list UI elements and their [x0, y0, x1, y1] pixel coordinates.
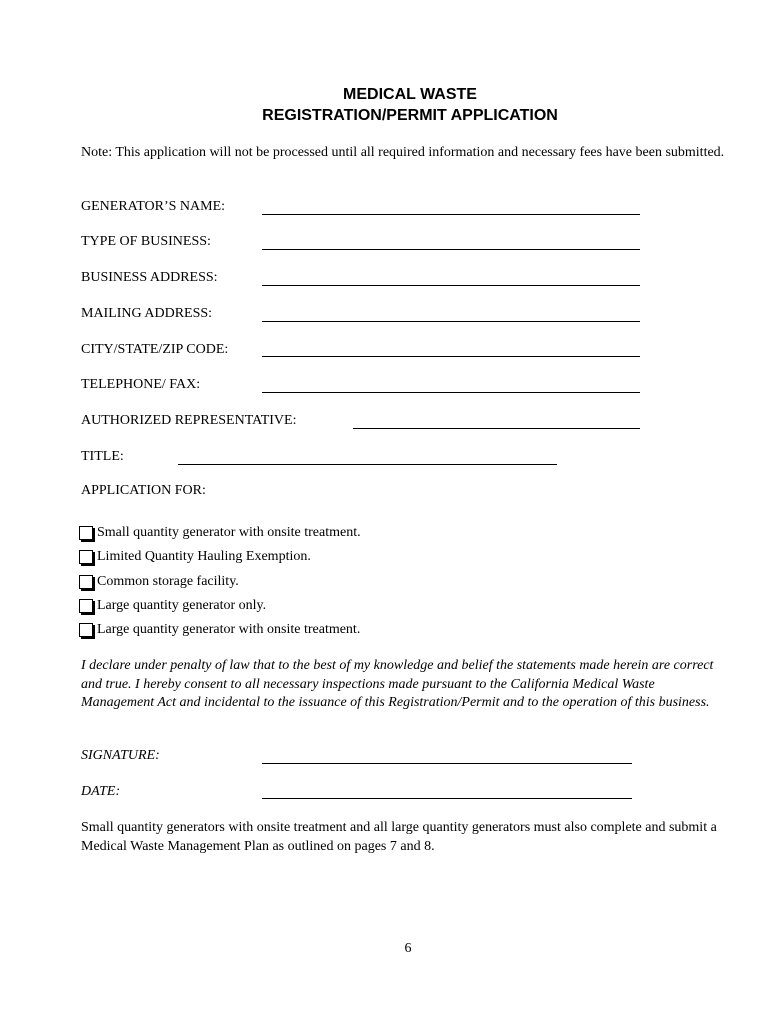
type-of-business-label: TYPE OF BUSINESS:	[81, 234, 211, 249]
form-title-line2: REGISTRATION/PERMIT APPLICATION	[262, 107, 558, 124]
form-title-line1: MEDICAL WASTE	[343, 86, 477, 103]
option-label: Large quantity generator only.	[97, 598, 267, 613]
option-label: Small quantity generator with onsite treatment.	[97, 525, 361, 540]
checkbox-icon[interactable]	[79, 599, 93, 613]
title-field[interactable]	[178, 464, 557, 465]
processing-note: Note: This application will not be processed until all required information and necessary fees have been submitted.	[81, 145, 725, 160]
type-of-business-field[interactable]	[262, 249, 640, 250]
option-label: Common storage facility.	[97, 574, 239, 589]
date-label: DATE:	[81, 784, 121, 799]
option-label: Large quantity generator with onsite treatment.	[97, 622, 361, 637]
telephone-fax-label: TELEPHONE/ FAX:	[81, 377, 201, 392]
telephone-fax-field[interactable]	[262, 392, 640, 393]
business-address-label: BUSINESS ADDRESS:	[81, 270, 218, 285]
checkbox-icon[interactable]	[79, 526, 93, 540]
title-label: TITLE:	[81, 449, 124, 464]
signature-field[interactable]	[262, 763, 632, 764]
city-state-zip-field[interactable]	[262, 356, 640, 357]
city-state-zip-label: CITY/STATE/ZIP CODE:	[81, 342, 229, 357]
authorized-representative-field[interactable]	[353, 428, 640, 429]
signature-label: SIGNATURE:	[81, 748, 160, 763]
date-field[interactable]	[262, 798, 632, 799]
mailing-address-field[interactable]	[262, 321, 640, 322]
authorized-representative-label: AUTHORIZED REPRESENTATIVE:	[81, 413, 297, 428]
application-for-label: APPLICATION FOR:	[81, 483, 206, 498]
option-label: Limited Quantity Hauling Exemption.	[97, 549, 311, 564]
checkbox-icon[interactable]	[79, 623, 93, 637]
page-number: 6	[404, 941, 412, 956]
checkbox-icon[interactable]	[79, 550, 93, 564]
option-limited-quantity-hauling[interactable]	[79, 548, 311, 566]
generator-name-label: GENERATOR’S NAME:	[81, 199, 226, 214]
checkbox-icon[interactable]	[79, 575, 93, 589]
option-large-quantity-onsite[interactable]	[79, 621, 360, 639]
business-address-field[interactable]	[262, 285, 640, 286]
option-small-quantity-onsite[interactable]	[79, 524, 361, 542]
generator-name-field[interactable]	[262, 214, 640, 215]
option-common-storage[interactable]	[79, 573, 239, 591]
management-plan-note: Small quantity generators with onsite treatment and all large quantity generators must also complete and submit a Medical Waste Management Plan as outlined on pages 7 and 8.	[81, 820, 717, 854]
mailing-address-label: MAILING ADDRESS:	[81, 306, 213, 321]
declaration-text: I declare under penalty of law that to the best of my knowledge and belief the statements made herein are correct and true. I hereby consent to all necessary inspections made pursuant to the California Medical Waste Management Act and incidental to the issuance of this Registration/Permit and to the operation of this business.	[81, 658, 714, 710]
option-large-quantity-only[interactable]	[79, 597, 266, 615]
